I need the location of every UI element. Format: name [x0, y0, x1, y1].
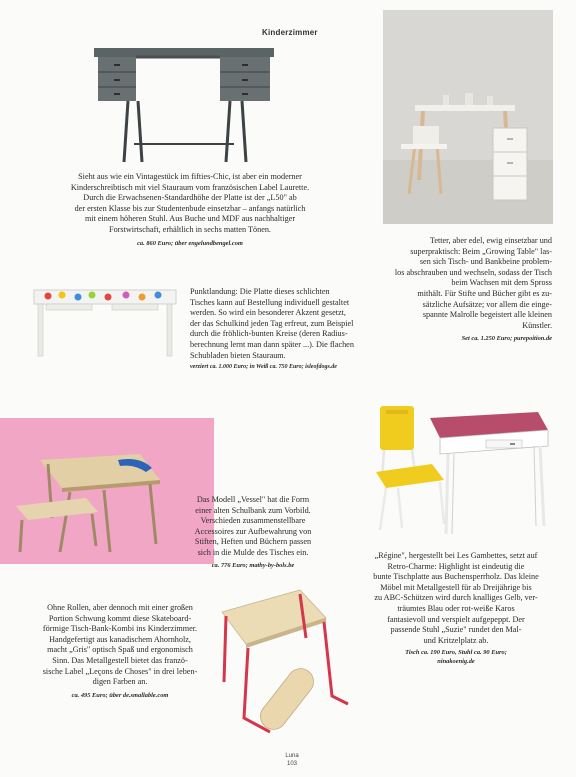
price-line: ca. 860 Euro; über engelundbengel.com	[137, 239, 243, 247]
article-line: Tetter, aber edel, ewig einsetzbar und	[429, 236, 552, 245]
section-title: Kinderzimmer	[262, 28, 318, 37]
article-laurette	[20, 172, 360, 248]
article-line: Stiften, Heften und Büchern passen	[194, 537, 312, 547]
photo-skateboard-desk	[214, 572, 362, 740]
article-line: fantasievoll und verspielt aufgepeppt. Der	[387, 614, 525, 624]
photo-regine-desk	[368, 400, 554, 536]
article-line: Sinn. Das Metallgestell bietet das franzö-	[52, 655, 188, 665]
article-line: superpraktisch: Beim „Growing Table" las-	[410, 246, 552, 256]
article-line: los abschrauben und wechseln, sodass der Tisch	[394, 267, 552, 277]
article-line: Möbel mit Metallgestell für ab Dreijährige bis	[380, 582, 532, 592]
article-line: Retro-Charme: Highlight ist eindeutig die	[387, 561, 525, 571]
photo-laurette-desk	[88, 40, 280, 168]
page-footer	[272, 752, 312, 768]
article-line: Durch die Erwachsenen-Standardhöhe der Platte ist der „L50" ab	[83, 193, 297, 203]
article-line: passende Stuhl „Suzie" rundet den Mal-	[390, 625, 522, 635]
article-skateboard	[20, 603, 220, 700]
article-line: sen sich Tisch- und Bankbeine problem-	[419, 257, 552, 267]
price-line: Tisch ca. 190 Euro, Stuhl ca. 90 Euro;	[405, 649, 507, 657]
article-line: spannte Malrolle begeistert alle kleinen	[422, 310, 552, 320]
article-line: und Kritzelplatz ab.	[423, 635, 489, 645]
article-line: werden. So wird ein besonderer Akzent gesetzt,	[190, 308, 346, 318]
article-line: zu ABC-Schützen wird durch knalliges Gelb, ver-	[374, 593, 538, 603]
article-line: Tisches kann auf Bestellung individuell gestaltet	[190, 297, 350, 307]
photo-growing-table	[383, 10, 553, 224]
article-line: Ohne Rollen, aber dennoch mit einer großen	[47, 603, 193, 612]
article-line: Forstwirtschaft, erhältlich in sechs matten Tönen.	[109, 224, 271, 234]
price-line: verziert ca. 1.000 Euro; in Weiß ca. 750 Euro; isleofdogs.de	[190, 364, 337, 371]
article-line: Verschieden zusammenstellbare	[200, 516, 306, 526]
article-line: berechnung lernt man dann später ...). Die flachen	[190, 339, 354, 349]
magazine-name: Luna	[285, 753, 299, 759]
article-line: sich in die Mulde des Tisches ein.	[197, 547, 309, 557]
price-line: ca. 776 Euro; mathy-by-bols.be	[211, 561, 295, 569]
article-line: durch die fröhlich-bunten Kreise (deren Radius-	[190, 329, 348, 339]
article-line: beim Wachsen mit dem Spross	[451, 278, 552, 288]
article-line: „Régine", hergestellt bei Les Gambettes, setzt auf	[374, 551, 538, 560]
article-line: macht „Gris" optisch Spaß und ergonomisch	[47, 645, 193, 655]
article-line: Punktlandung: Die Platte dieses schlichten	[190, 287, 330, 296]
article-line: sische Label „Leçons de Choses" in drei leben-	[42, 666, 198, 676]
article-line: sätzliche Aufsätze; vor allem die einge-	[422, 299, 552, 309]
article-line: der das Schulkind jeden Tag erfreut, zum Beispiel	[190, 318, 354, 328]
article-line: bunte Tischplatte aus Buchensperrholz. Das kleine	[373, 572, 539, 582]
article-line: digen Farben an.	[92, 677, 148, 687]
article-line: Handgefertigt aus kanadischem Ahornholz,	[49, 634, 191, 644]
article-line: Portion Schwung kommt diese Skateboard-	[48, 613, 192, 623]
article-regine	[352, 551, 560, 666]
article-line: Kinderschreibtisch mit viel Stauraum vom französischen Label Laurette.	[70, 182, 310, 192]
article-line: Künstler.	[522, 320, 552, 330]
article-line: Schubladen bieten Stauraum.	[190, 350, 286, 360]
photo-dotted-table	[30, 280, 180, 360]
article-line: Sieht aus wie ein Vintagestück im fifties-Chic, ist aber ein moderner	[78, 172, 302, 181]
article-line: mit einem höheren Stuhl. Aus Buche und MDF aus nachhaltiger	[84, 214, 296, 224]
article-line: Accessoires zur Aufbewahrung von	[194, 526, 312, 536]
price-line: Set ca. 1.250 Euro; purepoition.de	[461, 335, 552, 343]
article-vessel	[178, 495, 328, 570]
article-line: Das Modell „Vessel" hat die Form	[196, 495, 310, 504]
page-number: 103	[286, 761, 297, 767]
article-line: einer alten Schulbank zum Vorbild.	[195, 505, 311, 515]
article-punktlandung	[190, 287, 395, 372]
article-line: förmige Tisch-Bank-Kombi ins Kinderzimmer.	[42, 624, 198, 634]
price-line: ca. 495 Euro; über de.smallable.com	[71, 691, 169, 699]
article-line: mithält. Für Stifte und Bücher gibt es zu-	[417, 288, 552, 298]
price-line: ninakoenig.de	[437, 658, 475, 666]
article-line: träumtes Blau oder rot-weiße Karos	[397, 603, 515, 613]
article-line: der ersten Klasse bis zur Studentenbude einsetzbar – anfangs natürlich	[74, 203, 306, 213]
